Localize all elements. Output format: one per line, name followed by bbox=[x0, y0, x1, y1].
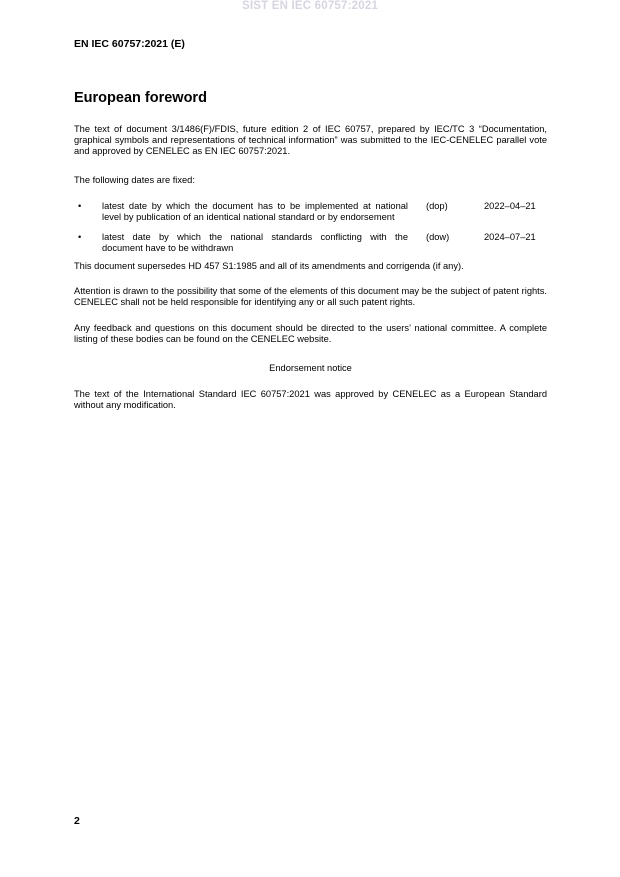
document-reference: EN IEC 60757:2021 (E) bbox=[74, 38, 185, 50]
date-row-dow bbox=[74, 232, 547, 256]
page-title: European foreword bbox=[74, 90, 207, 106]
bullet: • bbox=[78, 232, 82, 242]
date-description-line2: level by publication of an identical national standard or by endorsement bbox=[102, 212, 395, 223]
patent-paragraph: Attention is drawn to the possibility that some of the elements of this document may be the subject of patent rights. CENELEC shall not be held responsible for identifying any or all such patent rights. bbox=[74, 286, 547, 308]
bullet: • bbox=[78, 201, 82, 211]
endorsement-heading: Endorsement notice bbox=[269, 363, 352, 373]
date-description bbox=[102, 232, 408, 254]
page-number: 2 bbox=[74, 815, 80, 827]
date-description-line2: document have to be withdrawn bbox=[102, 243, 234, 254]
supersedes-paragraph: This document supersedes HD 457 S1:1985 and all of its amendments and corrigenda (if any). bbox=[74, 261, 464, 271]
watermark: SIST EN IEC 60757:2021 bbox=[241, 0, 379, 12]
date-description-line1: latest date by which the document has to be implemented at national bbox=[102, 201, 408, 211]
endorsement-paragraph: The text of the International Standard IEC 60757:2021 was approved by CENELEC as a European Standard without any modification. bbox=[74, 389, 547, 411]
date-code: (dow) bbox=[426, 232, 450, 242]
date-row-dop bbox=[74, 201, 547, 225]
dates-list bbox=[74, 201, 547, 263]
date-value: 2022–04–21 bbox=[484, 201, 536, 211]
date-value: 2024–07–21 bbox=[484, 232, 536, 242]
dates-intro-paragraph: The following dates are fixed: bbox=[74, 175, 195, 185]
date-description-line1: latest date by which the national standards conflicting with the bbox=[102, 232, 408, 242]
intro-paragraph: The text of document 3/1486(F)/FDIS, future edition 2 of IEC 60757, prepared by IEC/TC 3 “Documentation, graphical symbols and representations of technical information” was submitted to the IEC-CENELEC parallel vote and approved by CENELEC as EN IEC 60757:2021. bbox=[74, 124, 547, 157]
date-description bbox=[102, 201, 408, 223]
feedback-paragraph: Any feedback and questions on this document should be directed to the users’ national committee. A complete listing of these bodies can be found on the CENELEC website. bbox=[74, 323, 547, 345]
date-code: (dop) bbox=[426, 201, 448, 211]
